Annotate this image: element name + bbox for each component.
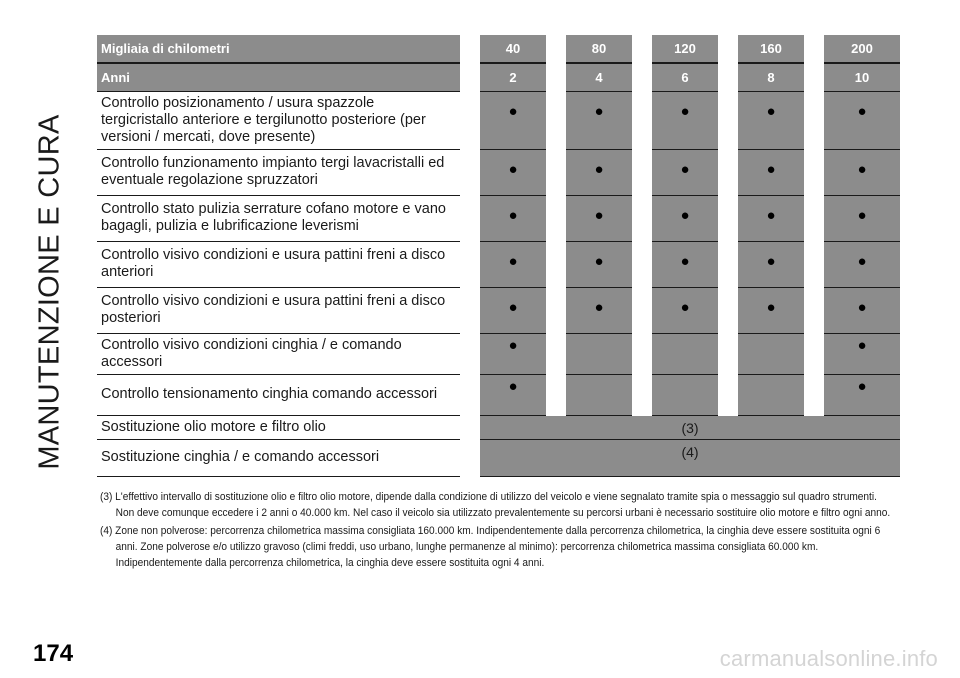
years-value: 8 xyxy=(728,63,814,91)
check-mark xyxy=(728,374,814,415)
row-label: Sostituzione olio motore e filtro olio xyxy=(97,415,470,439)
row-label: Controllo funzionamento impianto tergi lavacristalli ed eventuale regolazione spruzzatori xyxy=(97,149,470,195)
check-mark: ● xyxy=(556,149,642,195)
row-label: Controllo tensionamento cinghia comando accessori xyxy=(97,374,470,415)
check-mark xyxy=(556,333,642,374)
check-mark: ● xyxy=(814,91,900,149)
check-mark: ● xyxy=(470,333,556,374)
check-mark: ● xyxy=(470,91,556,149)
km-header-row xyxy=(97,35,900,63)
table-row xyxy=(97,195,900,241)
check-mark: ● xyxy=(556,287,642,333)
footnote: (3) L'effettivo intervallo di sostituzione olio e filtro olio motore, dipende dalla condizione di utilizzo del veicolo e viene segnalato tramite spia o messaggio sul quadro strumenti. Non deve comunque eccedere i 2 anni o 40.000 km. Nel caso il veicolo sia utilizzato prevalentemente su percorsi urbani è necessario sostituire olio motore e filtro ogni anno. xyxy=(100,491,891,519)
check-mark xyxy=(556,374,642,415)
table-row xyxy=(97,374,900,415)
km-value: 80 xyxy=(556,35,642,63)
row-label: Controllo visivo condizioni e usura pattini freni a disco posteriori xyxy=(97,287,470,333)
maintenance-table xyxy=(97,35,900,477)
check-mark: ● xyxy=(642,195,728,241)
table-row xyxy=(97,241,900,287)
check-mark: ● xyxy=(814,333,900,374)
check-mark: ● xyxy=(814,195,900,241)
check-mark: ● xyxy=(814,241,900,287)
check-mark: ● xyxy=(642,241,728,287)
row-label: Controllo visivo condizioni cinghia / e comando accessori xyxy=(97,333,470,374)
table-row xyxy=(97,333,900,374)
footnote: (4) Zone non polverose: percorrenza chilometrica massima consigliata 160.000 km. Indipendentemente dalla percorrenza chilometrica, la cinghia deve essere sostituita ogni 6 anni. Zone polverose e/o utilizzo gravoso (climi freddi, uso urbano, lunghe permanenze al minimo): percorrenza chilometrica massima consigliata 60.000 km. Indipendentemente dalla percorrenza chilometrica, la cinghia deve essere sostituita ogni 4 anni. xyxy=(100,525,881,569)
check-mark: ● xyxy=(728,149,814,195)
check-mark: ● xyxy=(814,374,900,415)
years-value: 2 xyxy=(470,63,556,91)
table-row xyxy=(97,439,900,476)
check-mark xyxy=(728,333,814,374)
row-label: Controllo visivo condizioni e usura pattini freni a disco anteriori xyxy=(97,241,470,287)
page-number: 174 xyxy=(33,640,74,667)
check-mark: ● xyxy=(728,195,814,241)
km-value: 200 xyxy=(814,35,900,63)
table-row xyxy=(97,287,900,333)
table-row xyxy=(97,91,900,149)
years-header-row xyxy=(97,63,900,91)
check-mark: ● xyxy=(470,287,556,333)
check-mark xyxy=(642,333,728,374)
watermark: carmanualsonline.info xyxy=(719,646,938,671)
years-value: 10 xyxy=(814,63,900,91)
footnotes xyxy=(100,489,900,573)
check-mark: ● xyxy=(728,91,814,149)
km-header-label: Migliaia di chilometri xyxy=(97,35,470,63)
check-mark: ● xyxy=(814,287,900,333)
check-mark: ● xyxy=(556,91,642,149)
row-label: Sostituzione cinghia / e comando accessori xyxy=(97,439,470,476)
km-value: 160 xyxy=(728,35,814,63)
check-mark: ● xyxy=(556,241,642,287)
check-mark: ● xyxy=(728,241,814,287)
check-mark: ● xyxy=(814,149,900,195)
check-mark: ● xyxy=(642,91,728,149)
check-mark: ● xyxy=(470,241,556,287)
check-mark: ● xyxy=(642,149,728,195)
years-header-label: Anni xyxy=(97,63,470,91)
km-value: 40 xyxy=(470,35,556,63)
years-value: 6 xyxy=(642,63,728,91)
check-mark: ● xyxy=(556,195,642,241)
note-reference: (4) xyxy=(470,439,900,476)
row-label: Controllo posizionamento / usura spazzole tergicristallo anteriore e tergilunotto posteriore (per versioni / mercati, dove presente) xyxy=(97,91,470,149)
years-value: 4 xyxy=(556,63,642,91)
check-mark: ● xyxy=(470,195,556,241)
check-mark xyxy=(642,374,728,415)
km-value: 120 xyxy=(642,35,728,63)
check-mark: ● xyxy=(470,149,556,195)
table-row xyxy=(97,149,900,195)
check-mark: ● xyxy=(642,287,728,333)
section-title: MANUTENZIONE E CURA xyxy=(33,114,66,470)
table-row xyxy=(97,415,900,439)
note-reference: (3) xyxy=(470,415,900,439)
check-mark: ● xyxy=(728,287,814,333)
row-label: Controllo stato pulizia serrature cofano motore e vano bagagli, pulizia e lubrificazione leverismi xyxy=(97,195,470,241)
check-mark: ● xyxy=(470,374,556,415)
